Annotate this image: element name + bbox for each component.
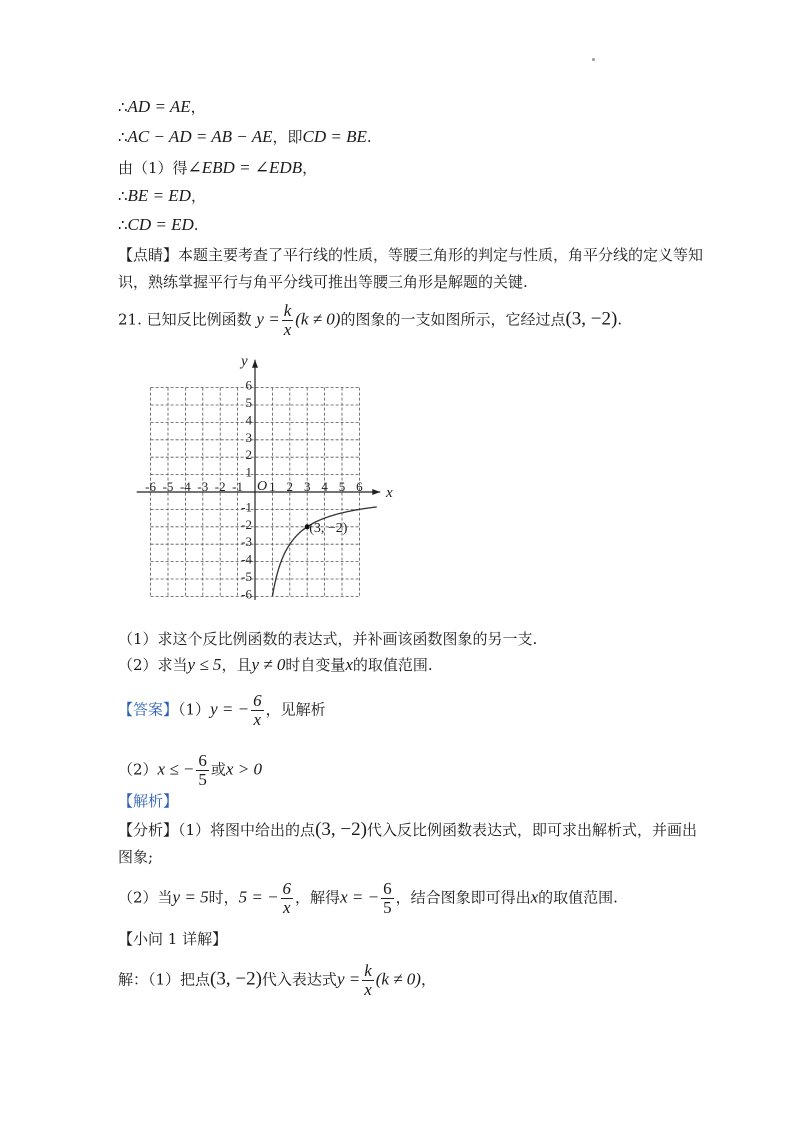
fraction-denominator: x bbox=[364, 980, 372, 999]
fraction bbox=[381, 880, 394, 917]
y-tick-label: 1 bbox=[245, 464, 252, 480]
analysis-text: 的取值范围. bbox=[538, 888, 618, 907]
analysis-text: （1）将图中给出的点 bbox=[178, 821, 316, 839]
question-text: 21. 已知反比例函数 bbox=[118, 310, 252, 329]
part-text: ，且 bbox=[221, 656, 252, 674]
x-tick-label: 1 bbox=[269, 479, 276, 494]
answer-text: （1） bbox=[178, 700, 211, 719]
math-expression: CD = BE bbox=[302, 127, 367, 146]
y-tick-label: 5 bbox=[245, 395, 252, 410]
y-tick-label: -4 bbox=[241, 551, 252, 567]
x-tick-label: -3 bbox=[197, 479, 209, 494]
part-2 bbox=[118, 654, 433, 676]
math-expression: AC − AD = AB − AE bbox=[127, 127, 273, 146]
punct: . bbox=[193, 216, 199, 234]
y-tick-label: -5 bbox=[241, 569, 252, 584]
x-tick-label: -4 bbox=[179, 479, 191, 494]
proof-line-4 bbox=[118, 185, 206, 207]
analysis-text: 时， bbox=[208, 888, 239, 907]
text: ，即 bbox=[272, 128, 303, 146]
math-condition: (k ≠ 0) bbox=[295, 309, 341, 329]
fraction bbox=[251, 692, 264, 729]
x-tick-label: -5 bbox=[162, 479, 174, 494]
x-axis-arrow-icon bbox=[372, 489, 380, 495]
detail-line-1 bbox=[118, 962, 436, 999]
fraction-numerator: 6 bbox=[282, 879, 292, 898]
fraction-denominator: 5 bbox=[198, 770, 207, 789]
origin-label: O bbox=[257, 479, 268, 494]
math-expression: y = − bbox=[210, 699, 250, 719]
punct: . bbox=[366, 128, 372, 146]
fraction-numerator: k bbox=[364, 961, 372, 980]
function-graph bbox=[135, 345, 405, 610]
fraction-denominator: 5 bbox=[383, 898, 392, 917]
answer-text: （2） bbox=[118, 760, 158, 779]
analysis-line-3 bbox=[118, 880, 618, 917]
y-tick-label: 6 bbox=[245, 377, 252, 393]
question-text: 的图象的一支如图所示，它经过点 bbox=[340, 310, 566, 329]
x-tick-label: 6 bbox=[356, 479, 363, 494]
math-condition: (k ≠ 0) bbox=[375, 969, 421, 989]
fraction-numerator: 6 bbox=[383, 879, 392, 898]
math-expression: y = bbox=[256, 309, 280, 329]
proof-line-1 bbox=[118, 96, 206, 118]
fraction bbox=[196, 752, 209, 789]
punct: ， bbox=[302, 159, 318, 177]
answer-tag: 【答案】 bbox=[118, 700, 179, 719]
fraction bbox=[281, 880, 294, 917]
part-text: 的取值范围. bbox=[352, 656, 433, 674]
comment-tag: 【点睛】 bbox=[118, 246, 179, 264]
y-tick-label: 4 bbox=[245, 412, 252, 428]
x-tick-label: -1 bbox=[232, 479, 244, 494]
part-text: （1）求这个反比例函数的表达式，并补画该函数图象的另一支. bbox=[118, 630, 538, 648]
y-tick-label: -1 bbox=[241, 499, 252, 515]
detail-text: 解：（1）把点 bbox=[118, 970, 211, 989]
proof-line-3 bbox=[118, 157, 317, 179]
text: 由（1）得 bbox=[118, 159, 188, 177]
point-coord: (3, −2) bbox=[210, 968, 262, 990]
y-tick-label: 2 bbox=[245, 447, 252, 463]
detail-text: 代入表达式 bbox=[261, 970, 337, 989]
math-expression: y = bbox=[336, 969, 361, 989]
math-expression: x ≤ − bbox=[157, 759, 195, 779]
part-text: 时自变量 bbox=[285, 656, 346, 674]
analysis-line-2 bbox=[118, 846, 153, 868]
header-mark bbox=[592, 58, 595, 61]
punct: ， bbox=[420, 970, 436, 989]
x-axis-label: x bbox=[386, 485, 393, 501]
x-tick-label: -2 bbox=[214, 479, 226, 494]
x-tick-label: 2 bbox=[286, 479, 294, 494]
math-variable: x bbox=[530, 887, 539, 907]
comment-text: 识，熟练掌握平行与角平分线可推出等腰三角形是解题的关键. bbox=[118, 273, 528, 291]
x-tick-label: 4 bbox=[321, 479, 328, 494]
math-expression: ∠EBD = ∠EDB bbox=[187, 158, 303, 177]
math-expression: y = 5 bbox=[172, 887, 209, 907]
y-axis-label: y bbox=[241, 353, 248, 370]
y-tick-label: 3 bbox=[245, 429, 252, 445]
comment-line-1 bbox=[118, 244, 703, 266]
point-coord: (3, −2) bbox=[565, 308, 618, 330]
punct: ， bbox=[190, 187, 206, 205]
analysis-text: ，结合图象即可得出 bbox=[395, 888, 531, 907]
fraction-numerator: 6 bbox=[198, 751, 207, 770]
math-expression: y ≠ 0 bbox=[251, 655, 286, 674]
answer-text: 或 bbox=[210, 760, 226, 779]
x-tick-label: -6 bbox=[145, 479, 157, 494]
fraction bbox=[362, 962, 374, 999]
part-text: （2）求当 bbox=[118, 656, 188, 674]
fraction-numerator: 6 bbox=[253, 691, 262, 710]
y-tick-label: -3 bbox=[241, 534, 252, 550]
therefore-symbol: ∴ bbox=[118, 128, 128, 146]
therefore-symbol: ∴ bbox=[118, 98, 128, 116]
fraction-numerator: k bbox=[283, 301, 292, 320]
y-axis-arrow-icon bbox=[252, 360, 258, 368]
analysis-text: 代入反比例函数表达式，即可求出解析式，并画出 bbox=[366, 821, 697, 839]
x-tick-label: 3 bbox=[303, 479, 311, 494]
point-label: (3, −2) bbox=[309, 520, 348, 536]
math-variable: x bbox=[345, 655, 353, 674]
analysis-tag-text: 【解析】 bbox=[118, 792, 179, 810]
analysis-subtag: 【分析】 bbox=[118, 821, 179, 839]
part-1 bbox=[118, 628, 537, 650]
point-coord: (3, −2) bbox=[315, 819, 367, 840]
x-tick-label: 5 bbox=[338, 479, 346, 494]
math-expression: x = − bbox=[340, 887, 380, 907]
proof-line-5 bbox=[118, 214, 199, 236]
fraction bbox=[282, 302, 294, 339]
analysis-text: （2）当 bbox=[118, 888, 173, 907]
proof-line-2 bbox=[118, 126, 372, 148]
comment-line-2 bbox=[118, 271, 528, 293]
analysis-tag bbox=[118, 790, 178, 812]
analysis-line-1 bbox=[118, 819, 697, 841]
math-expression: CD = ED bbox=[127, 215, 194, 234]
math-expression: y ≤ 5 bbox=[187, 655, 222, 674]
answer-text: ，见解析 bbox=[265, 700, 326, 719]
answer-1 bbox=[118, 692, 326, 729]
fraction-denominator: x bbox=[283, 320, 292, 339]
detail-tag bbox=[118, 928, 227, 950]
therefore-symbol: ∴ bbox=[118, 187, 128, 205]
therefore-symbol: ∴ bbox=[118, 216, 128, 234]
question-21 bbox=[118, 302, 622, 339]
y-tick-label: -6 bbox=[241, 586, 252, 602]
math-expression: AD = AE bbox=[127, 97, 191, 116]
math-expression: BE = ED bbox=[127, 186, 191, 205]
analysis-text: 图象; bbox=[118, 848, 154, 866]
fraction-denominator: x bbox=[253, 710, 262, 729]
answer-2 bbox=[118, 752, 262, 789]
fraction-denominator: x bbox=[283, 898, 291, 917]
math-expression: x > 0 bbox=[225, 759, 262, 779]
analysis-text: ，解得 bbox=[295, 888, 341, 907]
detail-tag-text: 【小问 1 详解】 bbox=[118, 930, 228, 948]
comment-text: 本题主要考查了平行线的性质，等腰三角形的判定与性质，角平分线的定义等知 bbox=[178, 246, 704, 264]
y-tick-label: -2 bbox=[241, 516, 252, 532]
punct: . bbox=[617, 310, 623, 329]
math-expression: 5 = − bbox=[238, 887, 279, 907]
punct: ， bbox=[190, 98, 206, 116]
